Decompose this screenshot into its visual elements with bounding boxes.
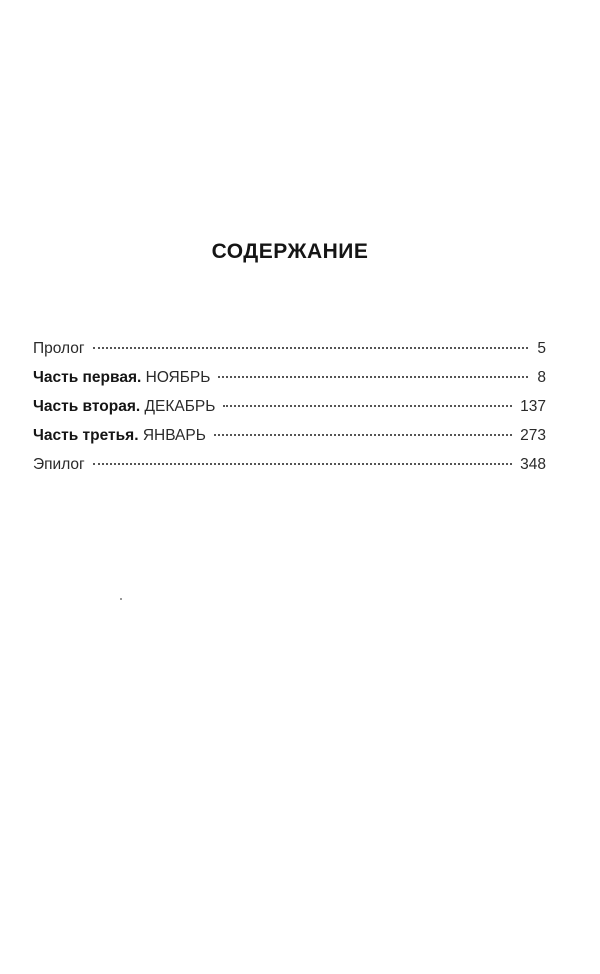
- toc-page-number: 348: [520, 456, 546, 473]
- toc-entry-part-one: [33, 369, 546, 398]
- toc-entry-name: НОЯБРЬ: [145, 369, 211, 386]
- toc-entry-label: [33, 340, 85, 358]
- toc-entry-part-two: [33, 398, 546, 427]
- dot-leader: [223, 404, 512, 407]
- toc-part-label: Часть третья.: [33, 427, 139, 444]
- toc-entry-label: [33, 398, 215, 416]
- dot-leader: [93, 462, 512, 465]
- toc-entry-name: Эпилог: [33, 456, 85, 473]
- print-speck: [120, 598, 122, 600]
- toc-entry-part-three: [33, 427, 546, 456]
- table-of-contents: [33, 340, 546, 485]
- toc-page-number: 8: [537, 369, 546, 386]
- toc-entry-name: ДЕКАБРЬ: [144, 398, 216, 415]
- page-title: СОДЕРЖАНИЕ: [211, 240, 369, 263]
- toc-part-label: Часть вторая.: [33, 398, 141, 415]
- toc-entry-prologue: [33, 340, 546, 369]
- dot-leader: [93, 346, 528, 349]
- toc-entry-label: [33, 369, 210, 387]
- toc-entry-epilogue: [33, 456, 546, 485]
- toc-page-number: 273: [520, 427, 546, 444]
- dot-leader: [218, 375, 528, 378]
- toc-entry-name: Пролог: [33, 340, 85, 357]
- toc-entry-label: [33, 427, 206, 445]
- toc-entry-name: ЯНВАРЬ: [142, 427, 206, 444]
- toc-entry-label: [33, 456, 85, 474]
- toc-page-number: 137: [520, 398, 546, 415]
- toc-page-number: 5: [537, 340, 546, 357]
- dot-leader: [214, 433, 512, 436]
- toc-part-label: Часть первая.: [33, 369, 142, 386]
